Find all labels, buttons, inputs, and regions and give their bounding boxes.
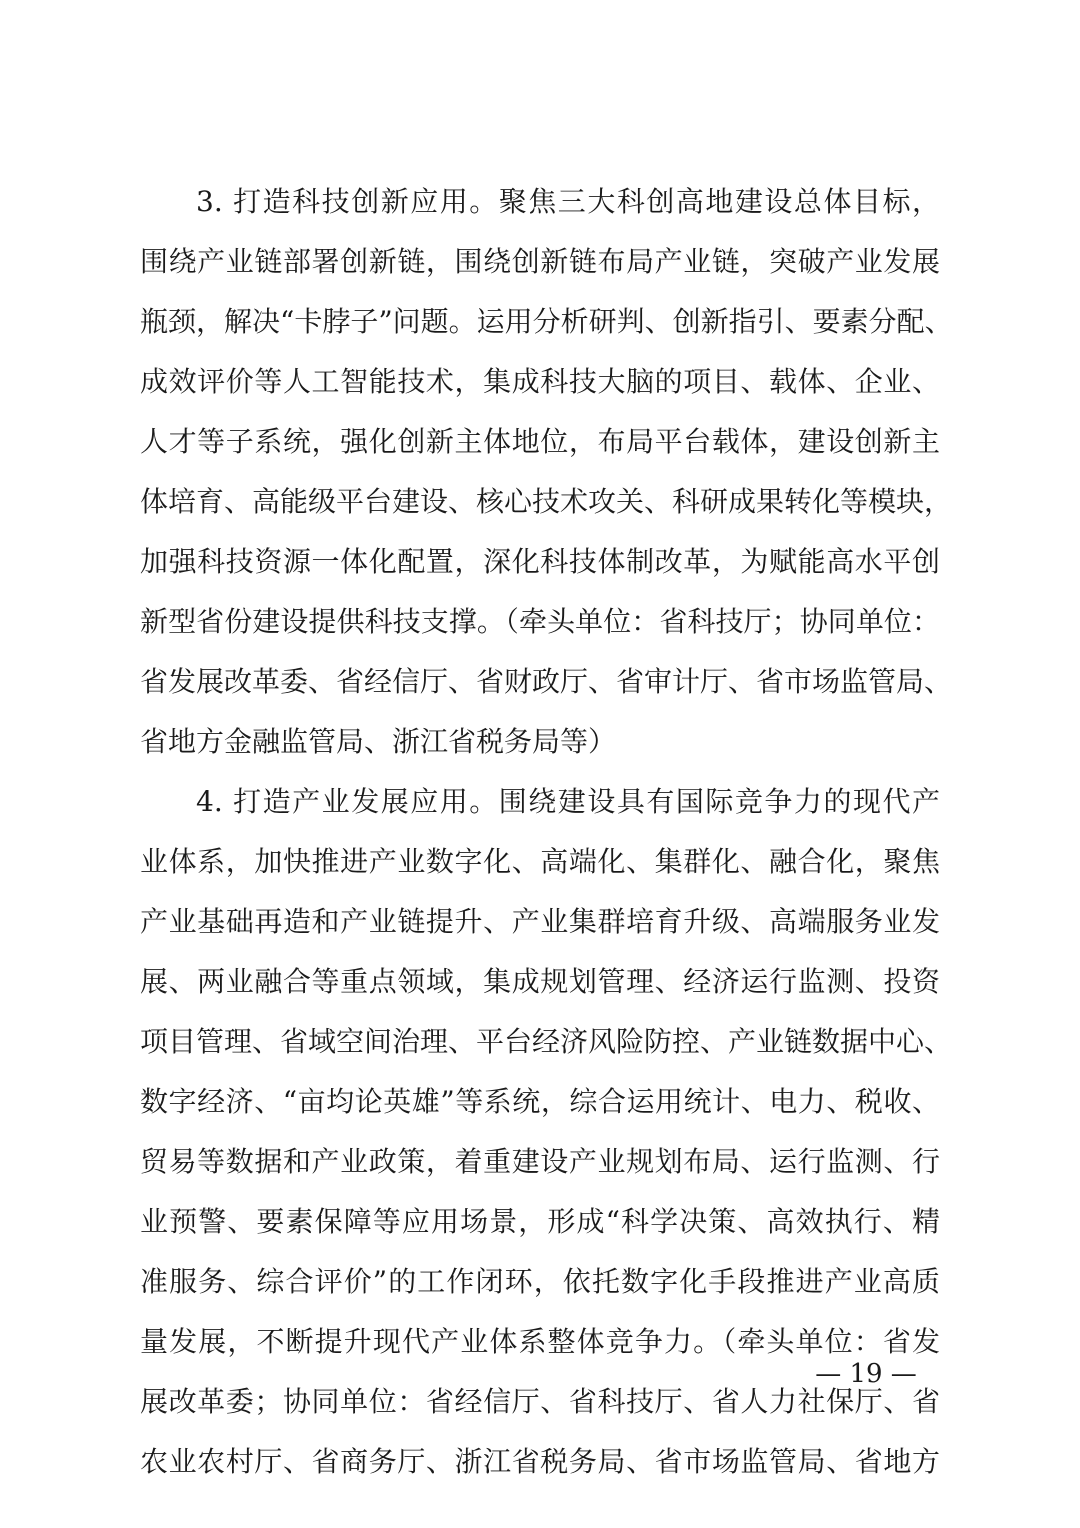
paragraph-4-line: 展、两业融合等重点领域，集成规划管理、经济运行监测、投资 — [140, 965, 940, 998]
paragraph-3-line: 围绕产业链部署创新链，围绕创新链布局产业链，突破产业发展 — [140, 245, 940, 278]
paragraph-4-line: 业预警、要素保障等应用场景，形成“科学决策、高效执行、精 — [140, 1205, 940, 1238]
paragraph-3-line: 体培育、高能级平台建设、核心技术攻关、科研成果转化等模块， — [140, 485, 953, 518]
paragraph-4-line: 量发展，不断提升现代产业体系整体竞争力。（牵头单位：省发 — [140, 1325, 940, 1358]
paragraph-3-line: 成效评价等人工智能技术，集成科技大脑的项目、载体、企业、 — [140, 365, 940, 398]
paragraph-3-line: 瓶颈，解决“卡脖子”问题。运用分析研判、创新指引、要素分配、 — [140, 305, 953, 338]
paragraph-3-line: 加强科技资源一体化配置，深化科技体制改革，为赋能高水平创 — [140, 545, 940, 578]
paragraph-4-line: 产业基础再造和产业链提升、产业集群培育升级、高端服务业发 — [140, 905, 940, 938]
paragraph-3-line: 省地方金融监管局、浙江省税务局等） — [140, 725, 617, 758]
page-number: — 19 — — [815, 1359, 917, 1389]
body-text — [140, 172, 953, 1492]
paragraph-4-line: 贸易等数据和产业政策，着重建设产业规划布局、运行监测、行 — [140, 1145, 940, 1178]
paragraph-4-line: 4. 打造产业发展应用。围绕建设具有国际竞争力的现代产 — [196, 785, 940, 818]
paragraph-4-line: 项目管理、省域空间治理、平台经济风险防控、产业链数据中心、 — [140, 1025, 953, 1058]
paragraph-3-line: 省发展改革委、省经信厅、省财政厅、省审计厅、省市场监管局、 — [140, 665, 953, 698]
paragraph-3-line: 3. 打造科技创新应用。聚焦三大科创高地建设总体目标， — [196, 185, 940, 218]
paragraph-4-line: 展改革委；协同单位：省经信厅、省科技厅、省人力社保厅、省 — [140, 1385, 940, 1418]
paragraph-4-line: 业体系，加快推进产业数字化、高端化、集群化、融合化，聚焦 — [140, 845, 940, 878]
paragraph-3-line: 新型省份建设提供科技支撑。（牵头单位：省科技厅；协同单位： — [140, 605, 940, 638]
paragraph-4-line: 农业农村厅、省商务厅、浙江省税务局、省市场监管局、省地方 — [140, 1445, 940, 1478]
paragraph-4-line: 准服务、综合评价”的工作闭环，依托数字化手段推进产业高质 — [140, 1265, 940, 1298]
paragraph-4-line: 数字经济、“亩均论英雄”等系统，综合运用统计、电力、税收、 — [140, 1085, 940, 1118]
paragraph-3-line: 人才等子系统，强化创新主体地位，布局平台载体，建设创新主 — [140, 425, 940, 458]
